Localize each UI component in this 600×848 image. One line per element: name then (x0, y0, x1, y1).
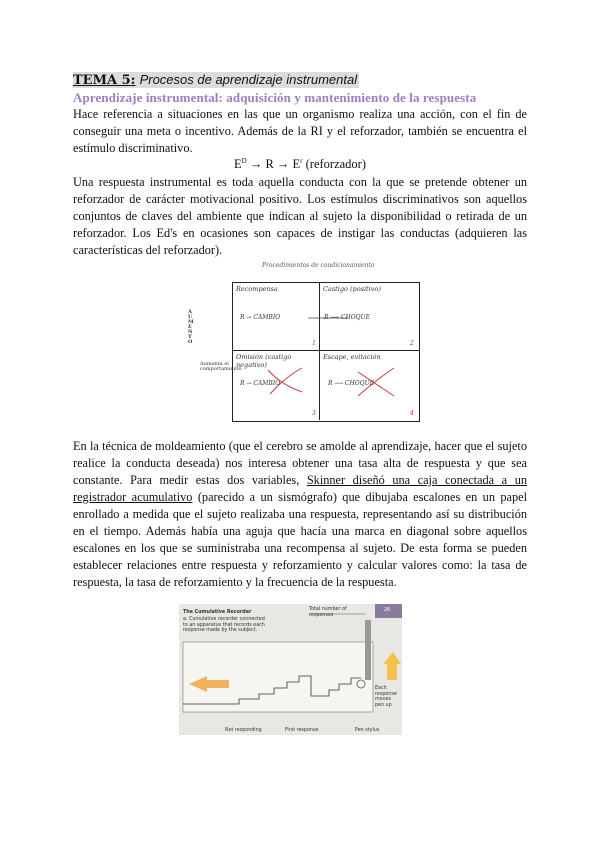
formula-er-sup: r (300, 157, 303, 165)
cumulative-recorder-figure (179, 604, 402, 735)
cross-marks (180, 262, 420, 422)
pen-label: Pen stylus (355, 728, 380, 733)
up-arrow-icon (383, 652, 401, 680)
cell-1-content: R → CAMBIO (240, 314, 281, 321)
skinner-underlined: Skinner diseñó una caja conectada a un registrador acumulativo (73, 473, 527, 504)
cell-3-number: 3 (312, 410, 316, 417)
paragraph-response: Una respuesta instrumental es toda aquella conducta con la que se pretende obtener un reforzador de carácter motivacional positivo. Los estímulos discriminativos son aquellos conjuntos de claves del ambiente que indican al sujeto la disponibilidad o retirada de un reforzador. Los Ed's en ocasiones son capaces de instigar las conductas (adquieren las características del reforzador). (73, 175, 527, 257)
cell-4-content: R ⟶ CHOQUE (328, 380, 375, 387)
recorder-box-text: a. Cumulative recorder connected to an apparatus that records each response made by the subject. (183, 617, 265, 633)
cell-1-title: Recompensa (236, 285, 278, 293)
tema-label: TEMA 5: (73, 73, 136, 88)
recorder-box-title: The Cumulative Recorder (183, 610, 252, 615)
formula-ed: E (233, 157, 242, 172)
cell-3-content: R → CAMBIO (240, 380, 281, 387)
cell-4-number: 4 (410, 410, 414, 417)
paragraph-moldeamiento-part1: En la técnica de moldeamiento (que el cerebro se amolde al aprendizaje, hacer que el sujeto realice la conducta deseada) nos interesa obtener una tasa alta de respuesta y que sea constante. Para medir estas dos variables, (73, 439, 527, 487)
paragraph-moldeamiento-part2: (parecido a un sismógrafo) que dibujaba escalones en un papel enrollado a medida que el sujeto realizaba una respuesta, representando así su distribución en el tiempo. Además había una aguja que hacía una marca en diagonal sobre aquellos escalones en los que se suministraba una recompensa al sujeto. De esta forma se pueden establecer relaciones entre respuesta y reforzamiento y calcular valores como: la tasa de respuesta, la tasa de reforzamiento y la frecuencia de la respuesta. (73, 490, 527, 589)
recorder-drawing (179, 604, 402, 735)
total-label: Total number of responses (309, 607, 347, 618)
cell-1-number: 1 (312, 340, 316, 347)
formula-label: (reforzador) (302, 157, 367, 172)
conditioning-figure (180, 262, 420, 422)
first-response-label: First response (285, 728, 319, 733)
cell-2-number: 2 (410, 340, 414, 347)
formula (0, 157, 600, 172)
figure-caption: Procedimientos de condicionamiento (262, 262, 375, 269)
pen-rail (365, 620, 371, 680)
each-response-label: Each response moves pen up (375, 686, 397, 708)
number-badge: 26 (384, 608, 391, 613)
cell-2-content: R ⟶ CHOQUE (324, 314, 371, 321)
side-label: Aumenta el comportamiento (200, 361, 242, 372)
side-letters: A U M E N T O (188, 309, 194, 345)
paper-roll (183, 642, 373, 712)
page-heading (73, 72, 359, 88)
paragraph-intro: Hace referencia a situaciones en las que un organismo realiza una acción, con el fin de conseguir una meta o incentivo. Además de la RI y el reforzador, también se encuentra el estímulo discriminativo. (73, 107, 527, 155)
formula-er: E (292, 157, 301, 172)
section-subtitle: Aprendizaje instrumental: adquisición y mantenimiento de la respuesta (73, 90, 477, 105)
cross-mark-4 (358, 368, 394, 396)
formula-ed-sup: D (241, 157, 247, 165)
cell-2-title: Castigo (positivo) (323, 285, 381, 293)
tema-title: Procesos de aprendizaje instrumental (139, 72, 358, 87)
formula-arrows: → R → (246, 157, 293, 172)
not-responding-label: Not responding (225, 728, 262, 733)
cell-4-title: Escape, evitación (323, 353, 381, 361)
paragraph-moldeamiento (73, 438, 527, 591)
cross-mark-3 (268, 368, 302, 394)
cell-3-title: Omisión (castigo negativo) (236, 353, 292, 369)
